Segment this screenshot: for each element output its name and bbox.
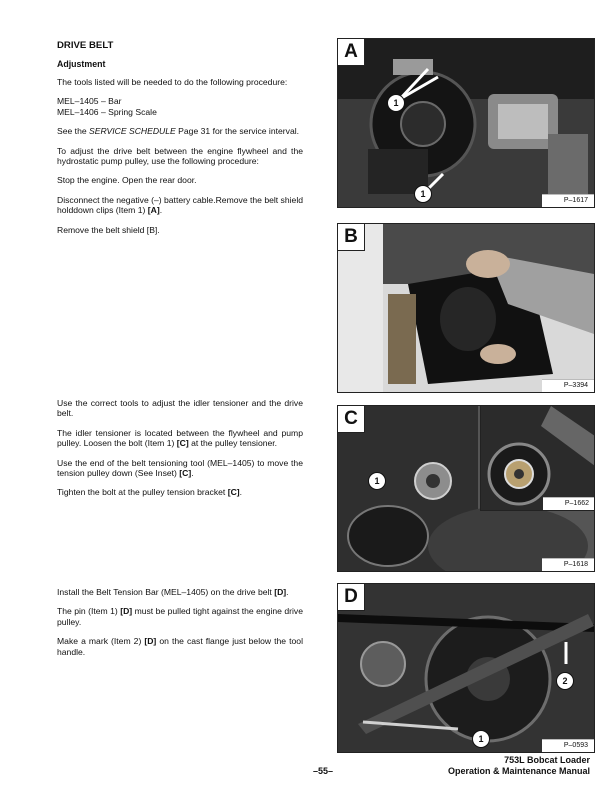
figure-letter: B <box>338 224 365 251</box>
paragraph: To adjust the drive belt between the engine flywheel and the hydrostatic pump pulley, use the following procedure: <box>57 145 303 167</box>
figure-a-photo <box>337 38 595 208</box>
text-block-d <box>57 587 303 657</box>
paragraph: The pin (Item 1) [D] must be pulled tight against the engine drive pulley. <box>57 606 303 627</box>
photo-number: P–1617 <box>542 194 594 207</box>
paragraph: Make a mark (Item 2) [D] on the cast flange just below the tool handle. <box>57 636 303 657</box>
subsection-heading: Adjustment <box>57 59 106 69</box>
tool-item: MEL–1405 – Bar <box>57 96 122 107</box>
paragraph: Use the end of the belt tensioning tool (MEL–1405) to move the tension pulley down (See Inset) [C]. <box>57 457 303 479</box>
paragraph: The tools listed will be needed to do the following procedure: <box>57 77 288 87</box>
figure-c-photo <box>337 405 595 572</box>
service-schedule-ref: SERVICE SCHEDULE <box>89 126 176 137</box>
photo-number: P–1618 <box>542 558 594 571</box>
manual-title: 753L Bobcat Loader Operation & Maintenance Manual <box>447 755 590 776</box>
paragraph: See the SERVICE SCHEDULE Page 31 for the service interval. <box>57 126 300 137</box>
callout-item-2: 2 <box>556 672 574 690</box>
paragraph: Stop the engine. Open the rear door. <box>57 175 197 186</box>
paragraph: Remove the belt shield [B]. <box>57 224 160 235</box>
belt-tension-bar-photo-illustration <box>338 584 594 752</box>
inset-pulley-illustration <box>481 406 595 510</box>
belt-shield-photo-illustration <box>338 224 594 392</box>
engine-photo-illustration <box>338 39 594 207</box>
callout-item-1: 1 <box>472 730 490 748</box>
paragraph: Tighten the bolt at the pulley tension bracket [C]. <box>57 487 243 498</box>
paragraph: The idler tensioner is located between the flywheel and pump pulley. Loosen the bolt (Item 1) [C] at the pulley tensioner. <box>57 427 303 449</box>
text-block-ab <box>57 77 303 235</box>
figure-letter: C <box>338 406 365 433</box>
figure-b-photo <box>337 223 595 393</box>
inset-photo <box>480 406 595 511</box>
callout-item-1: 1 <box>368 472 386 490</box>
figure-letter: D <box>338 584 365 611</box>
page-number: –55– <box>313 766 334 776</box>
paragraph: Use the correct tools to adjust the idler tensioner and the drive belt. <box>57 398 303 419</box>
section-heading: DRIVE BELT <box>57 40 114 51</box>
callout-item-1: 1 <box>387 94 405 112</box>
text-block-c <box>57 398 303 498</box>
paragraph: Install the Belt Tension Bar (MEL–1405) on the drive belt [D]. <box>57 587 289 597</box>
photo-number: P–0593 <box>542 739 594 752</box>
inset-photo-number: P–1662 <box>543 497 595 510</box>
tool-item: MEL–1406 – Spring Scale <box>57 106 157 117</box>
photo-number: P–3394 <box>542 379 594 392</box>
figure-d-photo <box>337 583 595 753</box>
paragraph: Disconnect the negative (–) battery cable.Remove the belt shield holddown clips (Item 1) [A]. <box>57 194 304 216</box>
figure-letter: A <box>338 39 365 66</box>
callout-item-1: 1 <box>414 185 432 203</box>
